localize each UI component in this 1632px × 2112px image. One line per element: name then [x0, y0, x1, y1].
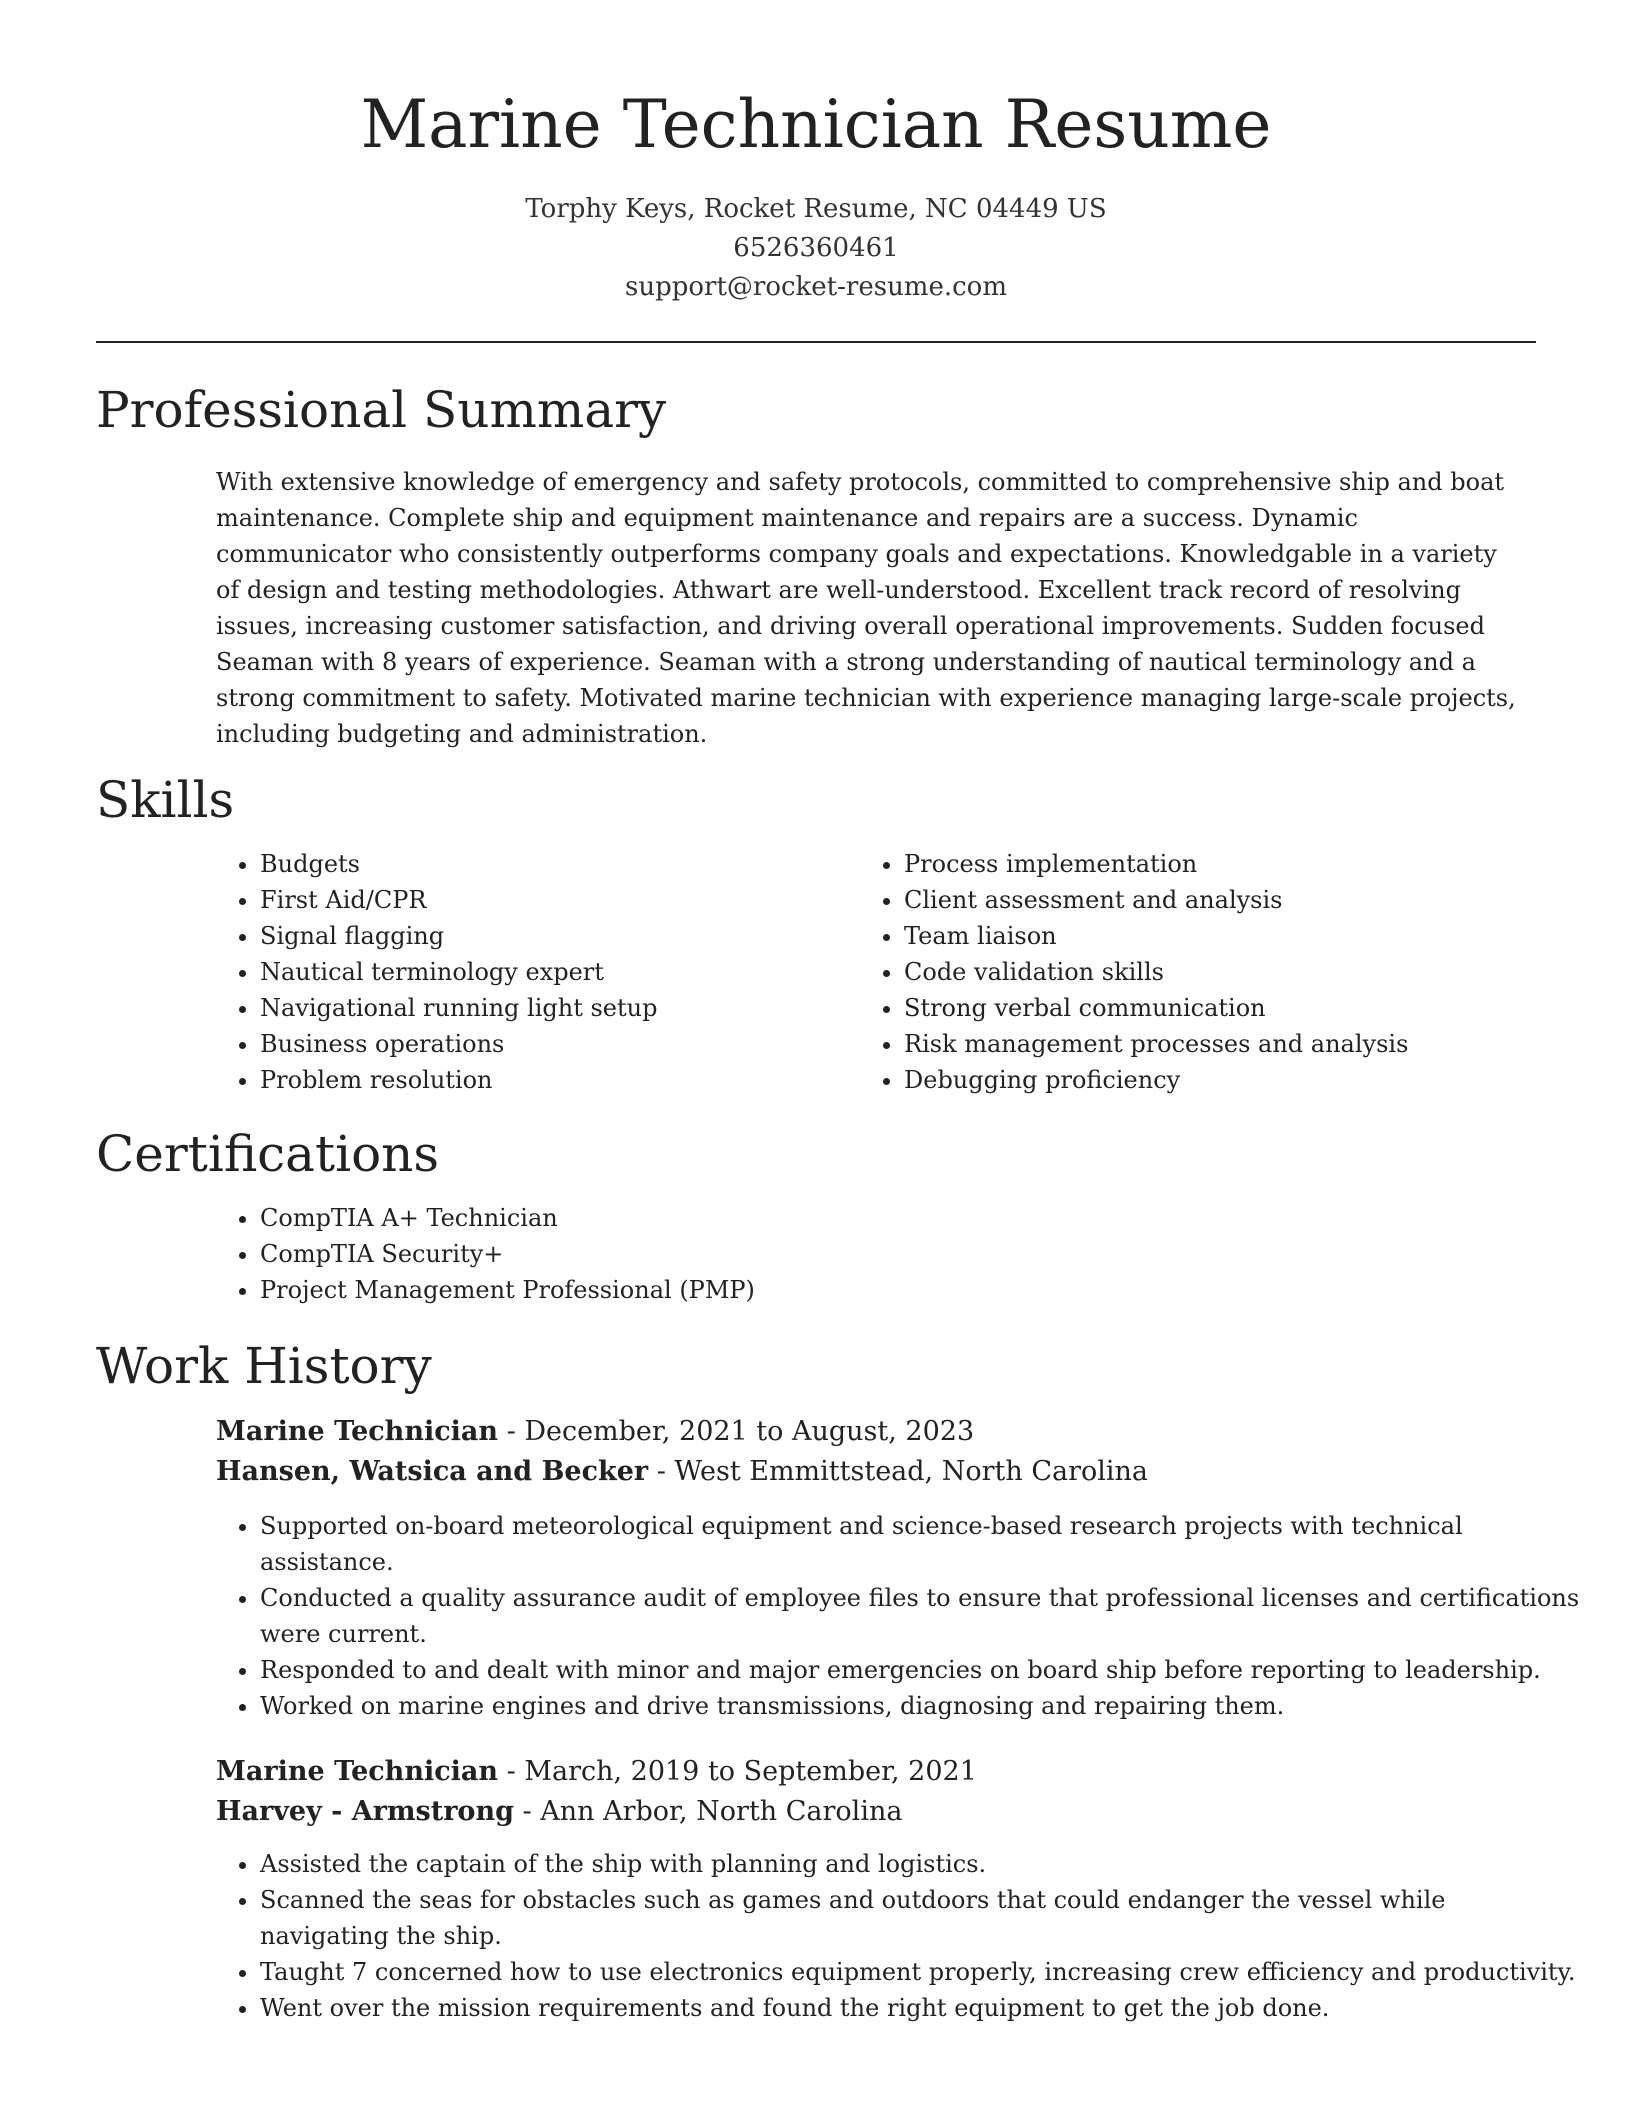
job-dates: - March, 2019 to September, 2021	[498, 1756, 977, 1787]
job-bullet: • Conducted a quality assurance audit of employee files to ensure that professional licenses and certifications were current.	[260, 1580, 1580, 1652]
job-bullets	[216, 1508, 1580, 1724]
skill-item: • Client assessment and analysis	[904, 882, 1544, 918]
job-dates: - December, 2021 to August, 2023	[498, 1416, 975, 1447]
skill-item: • Budgets	[260, 846, 820, 882]
skill-item: • Problem resolution	[260, 1062, 820, 1098]
header-divider	[96, 341, 1536, 343]
skills-list-right	[860, 846, 1544, 1098]
job-title: Marine Technician	[216, 1416, 499, 1447]
skill-item: • Navigational running light setup	[260, 990, 820, 1026]
certification-item: • CompTIA Security+	[260, 1236, 1460, 1272]
job-title-line	[216, 1752, 1536, 1792]
job-title-line	[216, 1412, 1536, 1452]
job-bullet: • Worked on marine engines and drive transmissions, diagnosing and repairing them.	[260, 1688, 1580, 1724]
contact-address: Torphy Keys, Rocket Resume, NC 04449 US	[525, 194, 1107, 224]
skills-list-left	[216, 846, 820, 1098]
skill-item: • Business operations	[260, 1026, 820, 1062]
summary-heading: Professional Summary	[96, 381, 667, 439]
skill-item: • Team liaison	[904, 918, 1544, 954]
summary-text: With extensive knowledge of emergency and safety protocols, committed to comprehensive ship and boat maintenance. Complete ship and equipment maintenance and repairs are a success. Dynamic communicator who consistently outperforms company goals and expectations. Knowledgable in a variety of design and testing methodologies. Athwart are well-understood. Excellent track record of resolving issues, increasing customer satisfaction, and driving overall operational improvements. Sudden focused Seaman with 8 years of experience. Seaman with a strong understanding of nautical terminology and a strong commitment to safety. Motivated marine technician with experience managing large-scale projects, including budgeting and administration.	[216, 468, 1516, 748]
skill-item: • Signal flagging	[260, 918, 820, 954]
skill-item: • Process implementation	[904, 846, 1544, 882]
contact-phone: 6526360461	[733, 233, 899, 263]
job-title: Marine Technician	[216, 1756, 499, 1787]
job-bullet: • Went over the mission requirements and found the right equipment to get the job done.	[260, 1990, 1580, 2026]
job-bullet: • Supported on-board meteorological equipment and science-based research projects with technical assistance.	[260, 1508, 1580, 1580]
certifications-list	[216, 1200, 1460, 1308]
job-bullet: • Assisted the captain of the ship with planning and logistics.	[260, 1846, 1580, 1882]
job-bullet: • Scanned the seas for obstacles such as games and outdoors that could endanger the vessel while navigating the ship.	[260, 1882, 1580, 1954]
job-header	[216, 1412, 1536, 1492]
job-company-line	[216, 1792, 1536, 1832]
certification-item: • CompTIA A+ Technician	[260, 1200, 1460, 1236]
resume-title: Marine Technician Resume	[360, 86, 1272, 163]
job-location: - West Emmittstead, North Carolina	[648, 1456, 1149, 1487]
job-company: Hansen, Watsica and Becker	[216, 1456, 649, 1487]
job-bullet: • Taught 7 concerned how to use electronics equipment properly, increasing crew efficiency and productivity.	[260, 1954, 1580, 1990]
job-location: - Ann Arbor, North Carolina	[513, 1796, 903, 1827]
skill-item: • Debugging proficiency	[904, 1062, 1544, 1098]
skill-item: • Nautical terminology expert	[260, 954, 820, 990]
skill-item: • First Aid/CPR	[260, 882, 820, 918]
job-company: Harvey - Armstrong	[216, 1796, 514, 1827]
job-company-line	[216, 1452, 1536, 1492]
skills-heading: Skills	[96, 771, 235, 829]
certification-item: • Project Management Professional (PMP)	[260, 1272, 1460, 1308]
skill-item: • Risk management processes and analysis	[904, 1026, 1544, 1062]
job-bullets	[216, 1846, 1580, 2026]
contact-block	[96, 190, 1536, 307]
job-bullet: • Responded to and dealt with minor and major emergencies on board ship before reporting to leadership.	[260, 1652, 1580, 1688]
skill-item: • Strong verbal communication	[904, 990, 1544, 1026]
certifications-heading: Certifications	[96, 1125, 440, 1183]
contact-email: support@rocket-resume.com	[624, 272, 1007, 302]
work-history-heading: Work History	[96, 1337, 432, 1395]
skill-item: • Code validation skills	[904, 954, 1544, 990]
job-header	[216, 1752, 1536, 1832]
